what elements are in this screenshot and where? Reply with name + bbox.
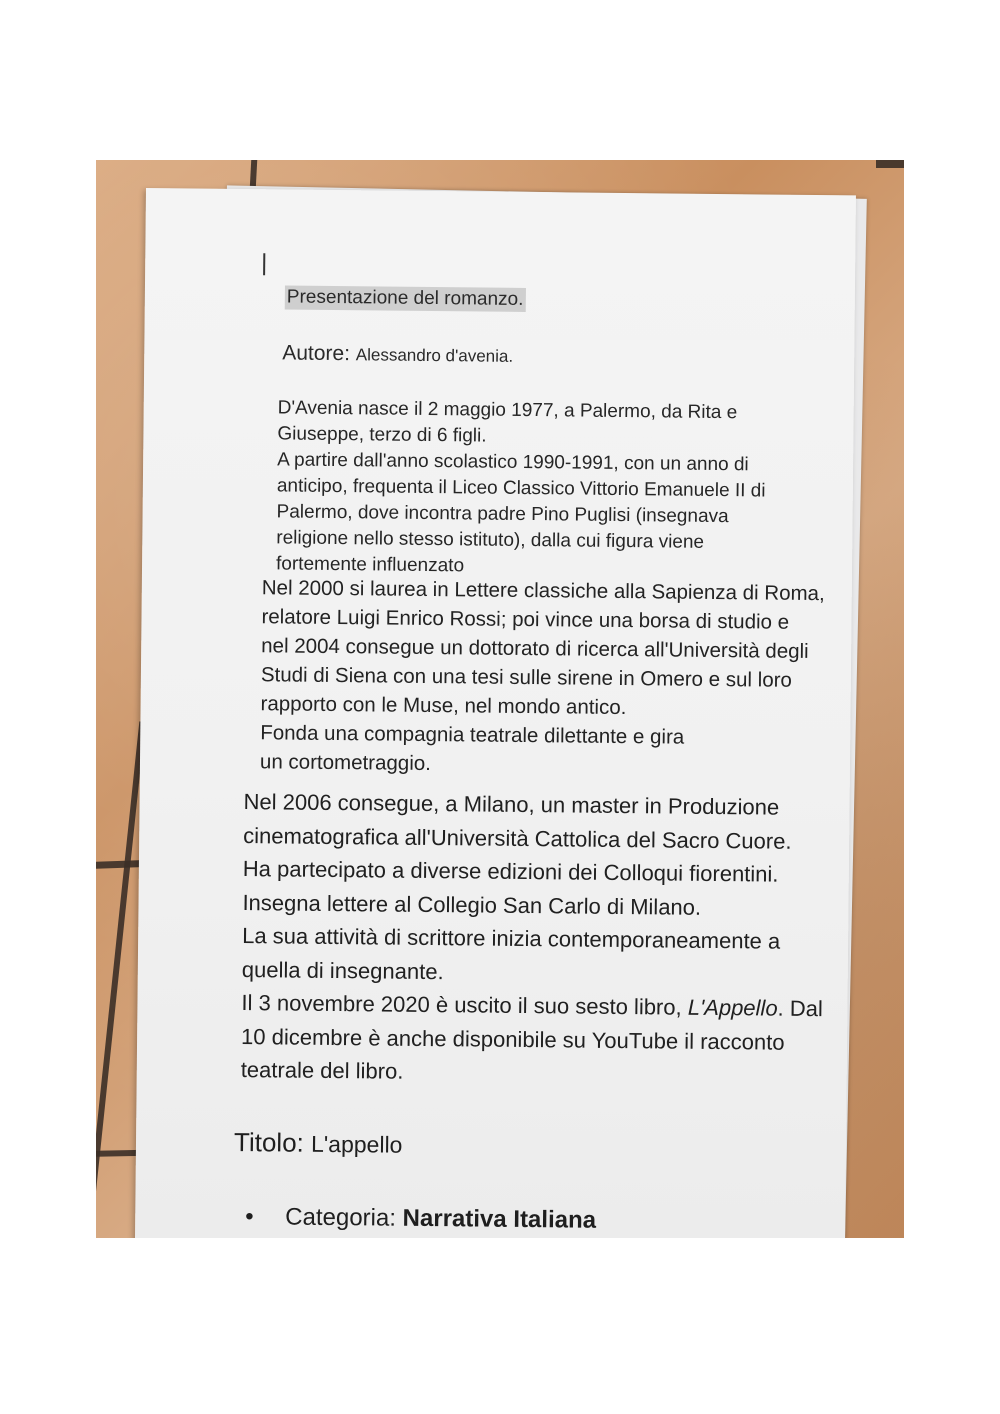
category-label: Categoria:	[285, 1203, 397, 1232]
text-line: D'Avenia nasce il 2 maggio 1977, a Palermo, da Rita e	[277, 397, 738, 424]
text-line: Fonda una compagnia teatrale dilettante e gira	[260, 721, 685, 749]
document-heading: Presentazione del romanzo.	[285, 285, 526, 312]
text-line: anticipo, frequenta il Liceo Classico Vittorio Emanuele II di	[276, 475, 766, 502]
title-line	[234, 1127, 403, 1160]
text-line: quella di insegnante.	[241, 956, 444, 984]
title-value: L'appello	[310, 1130, 403, 1158]
text-line: La sua attività di scrittore inizia contemporaneamente a	[242, 923, 781, 954]
text-line: Nel 2006 consegue, a Milano, un master in Produzione	[243, 789, 780, 820]
biography-paragraph-2	[260, 573, 825, 782]
bullet-icon: •	[245, 1203, 254, 1231]
biography-paragraph-3	[241, 785, 826, 1093]
photo-background	[96, 160, 904, 1238]
text-line: un cortometraggio.	[259, 750, 432, 776]
book-title-italic: L'Appello	[687, 994, 778, 1021]
biography-paragraph-1	[276, 395, 767, 582]
paper-sheet	[135, 188, 856, 1238]
text-line: religione nello stesso istituto), dalla cui figura viene	[276, 527, 705, 553]
text-line: Nel 2000 si laurea in Lettere classiche alla Sapienza di Roma,	[261, 576, 825, 606]
text-segment: Il 3 novembre 2020 è uscito il suo sesto libro,	[241, 990, 688, 1020]
title-label: Titolo:	[233, 1126, 305, 1158]
author-line	[282, 341, 513, 367]
text-line: relatore Luigi Enrico Rossi; poi vince una borsa di studio e	[261, 605, 790, 634]
text-line: Studi di Siena con una tesi sulle sirene in Omero e sul loro	[260, 663, 793, 692]
category-value: Narrativa Italiana	[402, 1204, 597, 1234]
author-value: Alessandro d'avenia.	[355, 345, 514, 366]
text-line	[241, 986, 823, 1026]
text-line: A partire dall'anno scolastico 1990-1991, con un anno di	[277, 449, 749, 476]
floor-tile-joint	[876, 160, 904, 168]
text-line: Ha partecipato a diverse edizioni dei Colloqui fiorentini.	[242, 856, 779, 887]
text-line: 10 dicembre è anche disponibile su YouTube il racconto	[240, 1023, 785, 1055]
pen-mark	[263, 253, 265, 275]
author-label: Autore:	[282, 341, 351, 366]
text-line: Insegna lettere al Collegio San Carlo di Milano.	[242, 889, 702, 920]
text-line: nel 2004 consegue un dottorato di ricerca all'Università degli	[261, 634, 809, 663]
category-line	[245, 1203, 596, 1235]
text-line: Palermo, dove incontra padre Pino Puglisi (insegnava	[276, 501, 729, 528]
text-line: Giuseppe, terzo di 6 figli.	[277, 423, 487, 447]
text-line: cinematografica all'Università Cattolica del Sacro Cuore.	[243, 822, 792, 854]
text-line: fortemente influenzato	[275, 553, 465, 577]
text-segment: . Dal	[777, 995, 824, 1022]
text-line: teatrale del libro.	[240, 1057, 404, 1084]
text-line: rapporto con le Muse, nel mondo antico.	[260, 692, 627, 720]
